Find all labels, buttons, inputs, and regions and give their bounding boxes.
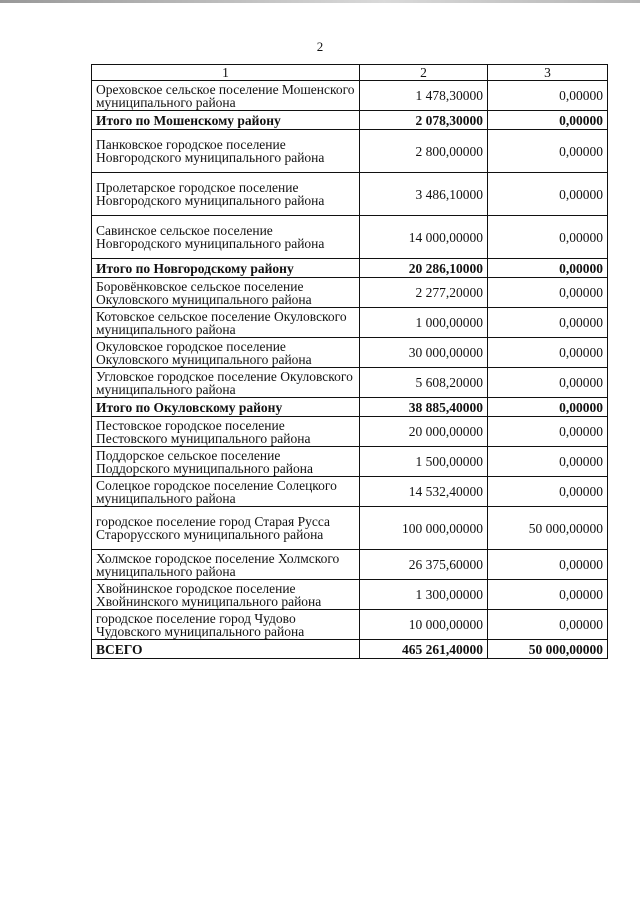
table-row [92, 610, 608, 640]
settlement-name-cell: Итого по Окуловскому району [92, 398, 360, 417]
amount-cell: 2 800,00000 [360, 130, 488, 173]
table-row [92, 81, 608, 111]
settlement-name-cell: Пестовское городское поселение Пестовского муниципального района [92, 417, 360, 447]
amount-cell: 1 478,30000 [360, 81, 488, 111]
header-row [92, 65, 608, 81]
amount-cell: 100 000,00000 [360, 507, 488, 550]
amount-cell: 2 078,30000 [360, 111, 488, 130]
total-row [92, 640, 608, 659]
table-row [92, 417, 608, 447]
settlement-name-cell: ВСЕГО [92, 640, 360, 659]
amount-cell-2: 0,00000 [488, 308, 608, 338]
amount-cell: 1 500,00000 [360, 447, 488, 477]
table-row [92, 550, 608, 580]
table-row [92, 216, 608, 259]
table-row [92, 278, 608, 308]
amount-cell-2: 0,00000 [488, 610, 608, 640]
table-row [92, 130, 608, 173]
table-row [92, 338, 608, 368]
amount-cell: 2 277,20000 [360, 278, 488, 308]
settlement-name-cell: Панковское городское поселение Новгородского муниципального района [92, 130, 360, 173]
amount-cell: 38 885,40000 [360, 398, 488, 417]
amount-cell-2: 50 000,00000 [488, 640, 608, 659]
amount-cell-2: 0,00000 [488, 368, 608, 398]
total-row [92, 259, 608, 278]
settlement-name-cell: Ореховское сельское поселение Мошенского муниципального района [92, 81, 360, 111]
amount-cell: 1 300,00000 [360, 580, 488, 610]
amount-cell-2: 0,00000 [488, 398, 608, 417]
settlement-name-cell: городское поселение город Старая Русса Старорусского муниципального района [92, 507, 360, 550]
settlement-name-cell: Савинское сельское поселение Новгородского муниципального района [92, 216, 360, 259]
column-header-3: 3 [488, 65, 608, 81]
settlement-name-cell: Поддорское сельское поселение Поддорского муниципального района [92, 447, 360, 477]
table-row [92, 447, 608, 477]
amount-cell-2: 50 000,00000 [488, 507, 608, 550]
amount-cell: 30 000,00000 [360, 338, 488, 368]
amount-cell-2: 0,00000 [488, 338, 608, 368]
amount-cell: 26 375,60000 [360, 550, 488, 580]
amount-cell: 14 000,00000 [360, 216, 488, 259]
table-row [92, 507, 608, 550]
settlement-name-cell: Угловское городское поселение Окуловского муниципального района [92, 368, 360, 398]
amount-cell-2: 0,00000 [488, 580, 608, 610]
amount-cell: 10 000,00000 [360, 610, 488, 640]
amount-cell-2: 0,00000 [488, 111, 608, 130]
column-header-2: 2 [360, 65, 488, 81]
settlement-name-cell: Хвойнинское городское поселение Хвойнинского муниципального района [92, 580, 360, 610]
table-row [92, 477, 608, 507]
settlement-name-cell: Итого по Новгородскому району [92, 259, 360, 278]
amount-cell-2: 0,00000 [488, 550, 608, 580]
amount-cell: 1 000,00000 [360, 308, 488, 338]
table-body [92, 65, 608, 659]
settlement-name-cell: Котовское сельское поселение Окуловского муниципального района [92, 308, 360, 338]
amount-cell: 20 286,10000 [360, 259, 488, 278]
table-row [92, 308, 608, 338]
amount-cell: 14 532,40000 [360, 477, 488, 507]
amount-cell-2: 0,00000 [488, 259, 608, 278]
settlement-name-cell: городское поселение город Чудово Чудовского муниципального района [92, 610, 360, 640]
settlement-name-cell: Солецкое городское поселение Солецкого муниципального района [92, 477, 360, 507]
amount-cell-2: 0,00000 [488, 417, 608, 447]
table-row [92, 580, 608, 610]
settlement-name-cell: Боровёнковское сельское поселение Окуловского муниципального района [92, 278, 360, 308]
amount-cell: 5 608,20000 [360, 368, 488, 398]
amount-cell-2: 0,00000 [488, 130, 608, 173]
scan-edge [0, 0, 640, 3]
amount-cell-2: 0,00000 [488, 447, 608, 477]
table-row [92, 368, 608, 398]
settlement-name-cell: Окуловское городское поселение Окуловского муниципального района [92, 338, 360, 368]
page-number: 2 [316, 39, 324, 54]
amount-cell-2: 0,00000 [488, 278, 608, 308]
total-row [92, 111, 608, 130]
amount-cell: 465 261,40000 [360, 640, 488, 659]
amount-cell-2: 0,00000 [488, 477, 608, 507]
settlement-name-cell: Холмское городское поселение Холмского муниципального района [92, 550, 360, 580]
budget-table [91, 64, 608, 659]
settlement-name-cell: Итого по Мошенскому району [92, 111, 360, 130]
amount-cell-2: 0,00000 [488, 81, 608, 111]
amount-cell-2: 0,00000 [488, 173, 608, 216]
amount-cell-2: 0,00000 [488, 216, 608, 259]
amount-cell: 3 486,10000 [360, 173, 488, 216]
table-row [92, 173, 608, 216]
settlement-name-cell: Пролетарское городское поселение Новгородского муниципального района [92, 173, 360, 216]
amount-cell: 20 000,00000 [360, 417, 488, 447]
column-header-1: 1 [92, 65, 360, 81]
total-row [92, 398, 608, 417]
